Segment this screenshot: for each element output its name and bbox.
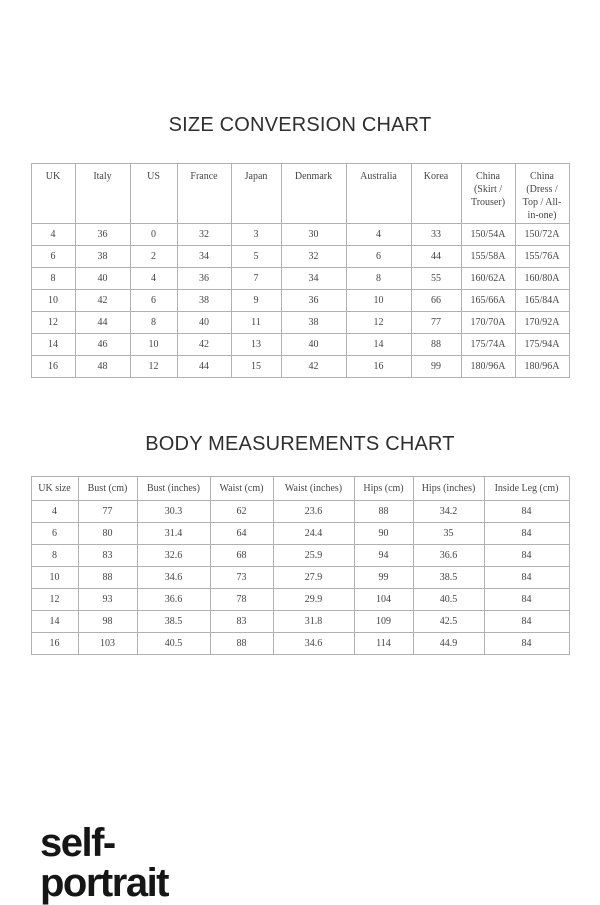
table-cell: 4 xyxy=(130,268,177,290)
table-cell: 77 xyxy=(411,312,461,334)
table-cell: 30.3 xyxy=(137,501,210,523)
table-cell: 84 xyxy=(484,545,569,567)
table-cell: 29.9 xyxy=(273,589,354,611)
table-row xyxy=(31,312,569,334)
table-cell: 99 xyxy=(354,567,413,589)
table-row xyxy=(31,224,569,246)
column-header: Inside Leg (cm) xyxy=(484,477,569,501)
column-header: France xyxy=(177,164,231,224)
table-cell: 150/72A xyxy=(515,224,569,246)
table-cell: 30 xyxy=(281,224,346,246)
table-cell: 66 xyxy=(411,290,461,312)
table-cell: 155/76A xyxy=(515,246,569,268)
column-header: Japan xyxy=(231,164,281,224)
table-cell: 12 xyxy=(346,312,411,334)
table-cell: 9 xyxy=(231,290,281,312)
table-cell: 36.6 xyxy=(413,545,484,567)
table-cell: 6 xyxy=(31,523,78,545)
table-row xyxy=(31,334,569,356)
table-cell: 8 xyxy=(31,545,78,567)
table-cell: 10 xyxy=(31,567,78,589)
header-row xyxy=(31,477,569,501)
body-measurements-title: BODY MEASUREMENTS CHART xyxy=(145,433,455,455)
table-cell: 16 xyxy=(346,356,411,378)
table-cell: 12 xyxy=(31,589,78,611)
table-cell: 180/96A xyxy=(461,356,515,378)
table-cell: 44 xyxy=(75,312,130,334)
column-header: UK size xyxy=(31,477,78,501)
header-row xyxy=(31,164,569,224)
table-cell: 16 xyxy=(31,356,75,378)
table-cell: 42 xyxy=(281,356,346,378)
column-header: Bust (cm) xyxy=(78,477,137,501)
table-cell: 40.5 xyxy=(137,633,210,655)
table-cell: 73 xyxy=(210,567,273,589)
table-cell: 8 xyxy=(346,268,411,290)
table-cell: 99 xyxy=(411,356,461,378)
column-header: China (Dress / Top / All-in-one) xyxy=(515,164,569,224)
table-cell: 23.6 xyxy=(273,501,354,523)
table-cell: 15 xyxy=(231,356,281,378)
table-cell: 36 xyxy=(75,224,130,246)
column-header: Bust (inches) xyxy=(137,477,210,501)
table-cell: 175/94A xyxy=(515,334,569,356)
table-cell: 160/62A xyxy=(461,268,515,290)
table-cell: 34.6 xyxy=(273,633,354,655)
table-cell: 42 xyxy=(177,334,231,356)
table-cell: 24.4 xyxy=(273,523,354,545)
table-cell: 38.5 xyxy=(413,567,484,589)
table-cell: 84 xyxy=(484,611,569,633)
table-cell: 180/96A xyxy=(515,356,569,378)
table-cell: 88 xyxy=(210,633,273,655)
table-cell: 114 xyxy=(354,633,413,655)
table-row xyxy=(31,268,569,290)
table-cell: 36 xyxy=(281,290,346,312)
table-cell: 10 xyxy=(346,290,411,312)
table-cell: 80 xyxy=(78,523,137,545)
table-cell: 38 xyxy=(177,290,231,312)
table-cell: 42.5 xyxy=(413,611,484,633)
table-cell: 4 xyxy=(346,224,411,246)
table-cell: 165/66A xyxy=(461,290,515,312)
table-cell: 6 xyxy=(31,246,75,268)
column-header: Australia xyxy=(346,164,411,224)
table-cell: 165/84A xyxy=(515,290,569,312)
table-cell: 88 xyxy=(78,567,137,589)
logo-line-1: self- xyxy=(40,821,115,865)
table-cell: 12 xyxy=(130,356,177,378)
table-cell: 44 xyxy=(177,356,231,378)
column-header: Korea xyxy=(411,164,461,224)
table-cell: 32 xyxy=(177,224,231,246)
table-cell: 13 xyxy=(231,334,281,356)
table-row xyxy=(31,545,569,567)
table-cell: 31.8 xyxy=(273,611,354,633)
table-cell: 64 xyxy=(210,523,273,545)
table-cell: 2 xyxy=(130,246,177,268)
table-cell: 84 xyxy=(484,633,569,655)
table-cell: 103 xyxy=(78,633,137,655)
table-cell: 5 xyxy=(231,246,281,268)
table-cell: 38 xyxy=(281,312,346,334)
table-cell: 14 xyxy=(31,611,78,633)
table-cell: 32.6 xyxy=(137,545,210,567)
table-cell: 4 xyxy=(31,224,75,246)
table-cell: 155/58A xyxy=(461,246,515,268)
table-row xyxy=(31,290,569,312)
table-cell: 35 xyxy=(413,523,484,545)
table-cell: 0 xyxy=(130,224,177,246)
table-row xyxy=(31,589,569,611)
table-cell: 33 xyxy=(411,224,461,246)
size-conversion-title: SIZE CONVERSION CHART xyxy=(168,114,432,136)
table-cell: 8 xyxy=(31,268,75,290)
table-cell: 6 xyxy=(130,290,177,312)
self-portrait-logo xyxy=(40,823,600,903)
table-cell: 38.5 xyxy=(137,611,210,633)
table-cell: 46 xyxy=(75,334,130,356)
table-cell: 34.2 xyxy=(413,501,484,523)
table-cell: 170/70A xyxy=(461,312,515,334)
table-cell: 6 xyxy=(346,246,411,268)
table-cell: 170/92A xyxy=(515,312,569,334)
table-row xyxy=(31,501,569,523)
table-cell: 16 xyxy=(31,633,78,655)
table-cell: 12 xyxy=(31,312,75,334)
table-cell: 32 xyxy=(281,246,346,268)
table-cell: 10 xyxy=(130,334,177,356)
table-cell: 40 xyxy=(177,312,231,334)
table-row xyxy=(31,567,569,589)
table-cell: 31.4 xyxy=(137,523,210,545)
table-cell: 62 xyxy=(210,501,273,523)
table-cell: 10 xyxy=(31,290,75,312)
table-cell: 44 xyxy=(411,246,461,268)
column-header: Denmark xyxy=(281,164,346,224)
table-cell: 36 xyxy=(177,268,231,290)
table-cell: 84 xyxy=(484,589,569,611)
table-cell: 150/54A xyxy=(461,224,515,246)
table-cell: 160/80A xyxy=(515,268,569,290)
column-header: UK xyxy=(31,164,75,224)
table-cell: 78 xyxy=(210,589,273,611)
table-cell: 94 xyxy=(354,545,413,567)
table-cell: 88 xyxy=(354,501,413,523)
table-cell: 34 xyxy=(177,246,231,268)
table-cell: 88 xyxy=(411,334,461,356)
table-cell: 48 xyxy=(75,356,130,378)
table-cell: 68 xyxy=(210,545,273,567)
column-header: Waist (inches) xyxy=(273,477,354,501)
table-cell: 27.9 xyxy=(273,567,354,589)
table-cell: 83 xyxy=(210,611,273,633)
table-cell: 40 xyxy=(75,268,130,290)
table-cell: 109 xyxy=(354,611,413,633)
table-cell: 34 xyxy=(281,268,346,290)
table-cell: 3 xyxy=(231,224,281,246)
table-cell: 55 xyxy=(411,268,461,290)
table-cell: 83 xyxy=(78,545,137,567)
table-cell: 25.9 xyxy=(273,545,354,567)
table-cell: 175/74A xyxy=(461,334,515,356)
table-cell: 7 xyxy=(231,268,281,290)
column-header: Hips (cm) xyxy=(354,477,413,501)
table-row xyxy=(31,633,569,655)
table-cell: 11 xyxy=(231,312,281,334)
table-cell: 84 xyxy=(484,567,569,589)
column-header: Hips (inches) xyxy=(413,477,484,501)
table-cell: 90 xyxy=(354,523,413,545)
table-row xyxy=(31,523,569,545)
table-cell: 84 xyxy=(484,501,569,523)
table-cell: 4 xyxy=(31,501,78,523)
table-row xyxy=(31,246,569,268)
body-measurements-table xyxy=(31,476,570,655)
table-cell: 44.9 xyxy=(413,633,484,655)
table-cell: 36.6 xyxy=(137,589,210,611)
table-cell: 14 xyxy=(31,334,75,356)
table-cell: 77 xyxy=(78,501,137,523)
table-cell: 98 xyxy=(78,611,137,633)
table-cell: 93 xyxy=(78,589,137,611)
table-cell: 34.6 xyxy=(137,567,210,589)
table-cell: 38 xyxy=(75,246,130,268)
table-cell: 104 xyxy=(354,589,413,611)
table-cell: 8 xyxy=(130,312,177,334)
table-cell: 42 xyxy=(75,290,130,312)
table-cell: 40.5 xyxy=(413,589,484,611)
size-conversion-table xyxy=(31,163,570,378)
table-cell: 14 xyxy=(346,334,411,356)
table-row xyxy=(31,356,569,378)
table-row xyxy=(31,611,569,633)
table-cell: 40 xyxy=(281,334,346,356)
logo-line-2: portrait xyxy=(40,861,168,905)
table-cell: 84 xyxy=(484,523,569,545)
column-header: US xyxy=(130,164,177,224)
column-header: Italy xyxy=(75,164,130,224)
column-header: Waist (cm) xyxy=(210,477,273,501)
column-header: China (Skirt / Trouser) xyxy=(461,164,515,224)
